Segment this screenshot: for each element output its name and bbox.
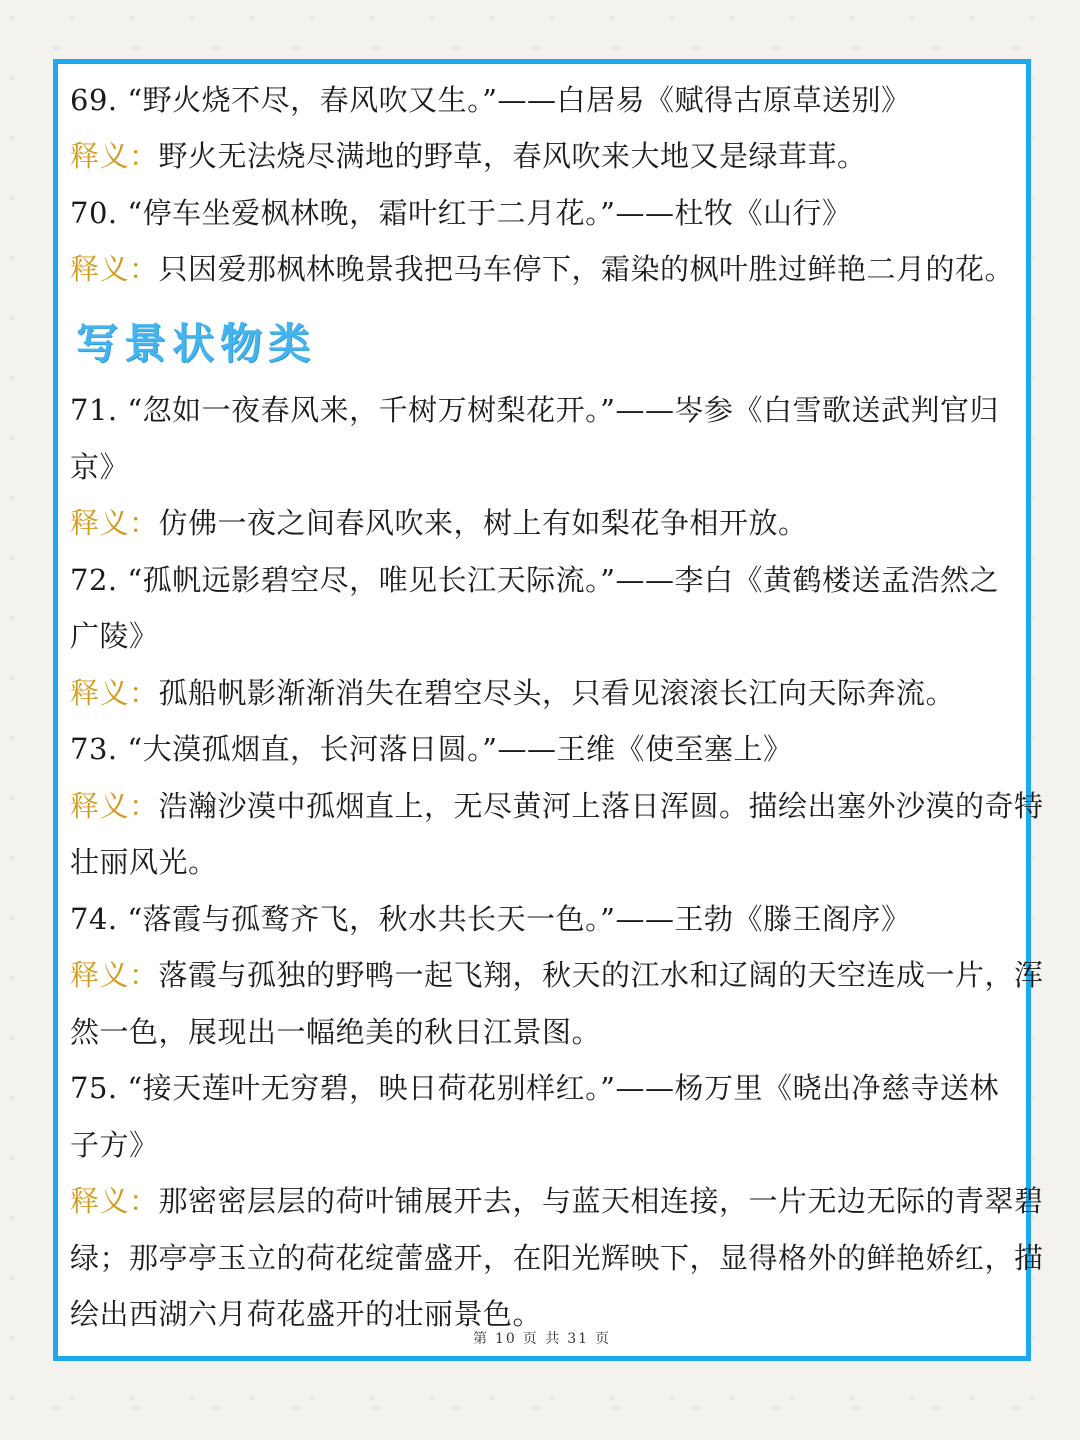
page-prefix: 第 bbox=[472, 1331, 489, 1347]
gloss-72 bbox=[70, 665, 1018, 722]
gloss-73-cont: 壮丽风光。 bbox=[70, 845, 218, 879]
gloss-75 bbox=[70, 1173, 1044, 1230]
gloss-label: 释义： bbox=[70, 506, 159, 540]
page-mid: 页 共 bbox=[522, 1331, 562, 1347]
poem-line-72-cont: 广陵》 bbox=[70, 619, 159, 653]
gloss-label: 释义： bbox=[70, 958, 159, 992]
section-title: 写景状物类 bbox=[76, 319, 317, 368]
gloss-label: 释义： bbox=[70, 676, 159, 710]
page-number bbox=[58, 1328, 1026, 1348]
poem-line-75-cont: 子方》 bbox=[70, 1128, 159, 1162]
gloss-text: 野火无法烧尽满地的野草，春风吹来大地又是绿茸茸。 bbox=[158, 139, 867, 173]
gloss-text: 浩瀚沙漠中孤烟直上，无尽黄河上落日浑圆。描绘出塞外沙漠的奇特 bbox=[158, 789, 1044, 823]
poem-line-73: 73. “大漠孤烟直，长河落日圆。”——王维《使至塞上》 bbox=[70, 732, 793, 766]
poem-line-69: 69. “野火烧不尽，春风吹又生。”——白居易《赋得古原草送别》 bbox=[70, 83, 911, 117]
poem-line-74: 74. “落霞与孤鹜齐飞，秋水共长天一色。”——王勃《滕王阁序》 bbox=[70, 902, 911, 936]
gloss-label: 释义： bbox=[70, 139, 159, 173]
gloss-70 bbox=[70, 241, 1018, 298]
gloss-75-cont2: 绘出西湖六月荷花盛开的壮丽景色。 bbox=[70, 1297, 543, 1331]
gloss-label: 释义： bbox=[70, 252, 159, 286]
poem-line-71-cont: 京》 bbox=[70, 450, 130, 484]
gloss-text: 那密密层层的荷叶铺展开去，与蓝天相连接，一片无边无际的青翠碧 bbox=[158, 1184, 1044, 1218]
gloss-text: 落霞与孤独的野鸭一起飞翔，秋天的江水和辽阔的天空连成一片，浑 bbox=[158, 958, 1044, 992]
gloss-label: 释义： bbox=[70, 1184, 159, 1218]
page-current: 10 bbox=[494, 1331, 517, 1347]
page-suffix: 页 bbox=[595, 1331, 612, 1347]
poem-line-70: 70. “停车坐爱枫林晚，霜叶红于二月花。”——杜牧《山行》 bbox=[70, 196, 852, 230]
gloss-69 bbox=[70, 128, 1018, 185]
gloss-text: 只因爱那枫林晚景我把马车停下，霜染的枫叶胜过鲜艳二月的花。 bbox=[158, 252, 1015, 286]
poem-line-71: 71. “忽如一夜春风来，千树万树梨花开。”——岑参《白雪歌送武判官归 bbox=[70, 393, 999, 427]
poem-line-72: 72. “孤帆远影碧空尽，唯见长江天际流。”——李白《黄鹤楼送孟浩然之 bbox=[70, 563, 999, 597]
poem-line-75: 75. “接天莲叶无穷碧，映日荷花别样红。”——杨万里《晓出净慈寺送林 bbox=[70, 1071, 999, 1105]
gloss-71 bbox=[70, 495, 1018, 552]
gloss-73 bbox=[70, 778, 1044, 835]
gloss-text: 孤船帆影渐渐消失在碧空尽头，只看见滚滚长江向天际奔流。 bbox=[158, 676, 956, 710]
gloss-75-cont: 绿；那亭亭玉立的荷花绽蕾盛开，在阳光辉映下，显得格外的鲜艳娇红，描 bbox=[70, 1241, 1044, 1275]
gloss-74 bbox=[70, 947, 1044, 1004]
page-total: 31 bbox=[567, 1331, 590, 1347]
gloss-text: 仿佛一夜之间春风吹来，树上有如梨花争相开放。 bbox=[158, 506, 808, 540]
gloss-label: 释义： bbox=[70, 789, 159, 823]
gloss-74-cont: 然一色，展现出一幅绝美的秋日江景图。 bbox=[70, 1015, 602, 1049]
page-frame bbox=[53, 59, 1044, 1361]
